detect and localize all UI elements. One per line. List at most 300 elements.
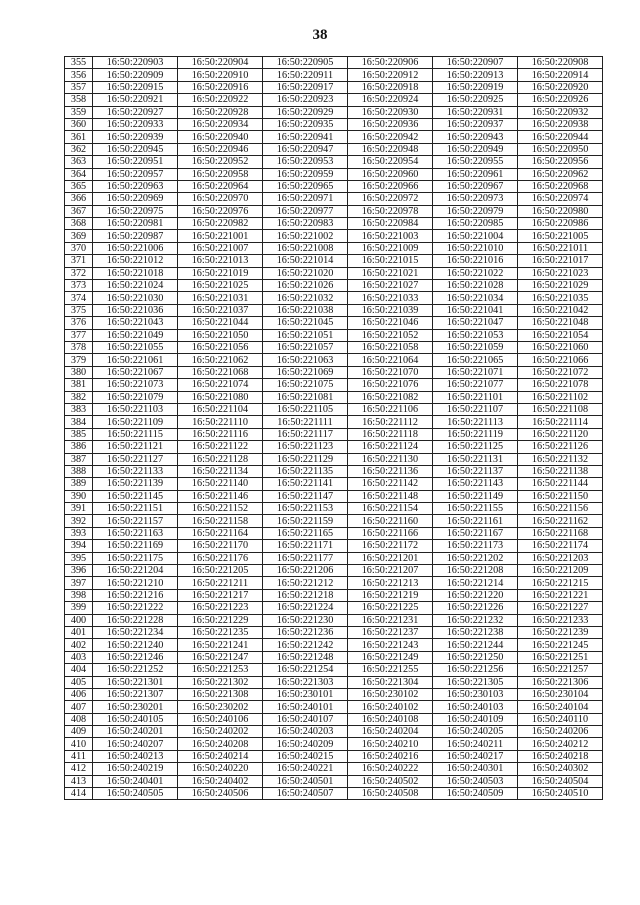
cadastral-number-cell: 16:50:220964 [178, 180, 263, 192]
cadastral-number-cell: 16:50:221216 [93, 589, 178, 601]
cadastral-number-cell: 16:50:240108 [348, 713, 433, 725]
cadastral-number-cell: 16:50:220938 [518, 118, 603, 130]
cadastral-number-cell: 16:50:221082 [348, 391, 433, 403]
cadastral-number-cell: 16:50:221001 [178, 230, 263, 242]
cadastral-number-cell: 16:50:221033 [348, 292, 433, 304]
row-number-cell: 363 [65, 156, 93, 168]
cadastral-number-cell: 16:50:221034 [433, 292, 518, 304]
cadastral-number-cell: 16:50:220910 [178, 69, 263, 81]
cadastral-number-cell: 16:50:230202 [178, 701, 263, 713]
cadastral-number-cell: 16:50:221134 [178, 465, 263, 477]
cadastral-number-cell: 16:50:221218 [263, 589, 348, 601]
row-number-cell: 398 [65, 589, 93, 601]
row-number-cell: 395 [65, 552, 93, 564]
cadastral-number-cell: 16:50:240220 [178, 763, 263, 775]
cadastral-number-cell: 16:50:221041 [433, 304, 518, 316]
cadastral-number-cell: 16:50:221247 [178, 651, 263, 663]
table-row [65, 69, 603, 81]
cadastral-number-cell: 16:50:220903 [93, 57, 178, 69]
table-row [65, 713, 603, 725]
cadastral-number-cell: 16:50:221150 [518, 490, 603, 502]
cadastral-number-cell: 16:50:221256 [433, 664, 518, 676]
row-number-cell: 362 [65, 143, 93, 155]
cadastral-number-cell: 16:50:220955 [433, 156, 518, 168]
cadastral-number-cell: 16:50:221204 [93, 565, 178, 577]
cadastral-number-cell: 16:50:221003 [348, 230, 433, 242]
row-number-cell: 365 [65, 180, 93, 192]
row-number-cell: 369 [65, 230, 93, 242]
cadastral-number-cell: 16:50:220905 [263, 57, 348, 69]
row-number-cell: 376 [65, 317, 93, 329]
cadastral-number-cell: 16:50:240102 [348, 701, 433, 713]
cadastral-number-cell: 16:50:221027 [348, 280, 433, 292]
cadastral-number-cell: 16:50:240506 [178, 788, 263, 800]
row-number-cell: 368 [65, 218, 93, 230]
row-number-cell: 404 [65, 664, 93, 676]
cadastral-number-cell: 16:50:220927 [93, 106, 178, 118]
cadastral-number-cell: 16:50:221062 [178, 354, 263, 366]
cadastral-number-cell: 16:50:220962 [518, 168, 603, 180]
cadastral-number-cell: 16:50:230102 [348, 688, 433, 700]
cadastral-number-cell: 16:50:240504 [518, 775, 603, 787]
cadastral-number-cell: 16:50:221063 [263, 354, 348, 366]
cadastral-number-cell: 16:50:240216 [348, 750, 433, 762]
cadastral-number-cell: 16:50:220915 [93, 81, 178, 93]
cadastral-number-cell: 16:50:240221 [263, 763, 348, 775]
cadastral-number-cell: 16:50:221117 [263, 428, 348, 440]
table-row [65, 441, 603, 453]
cadastral-number-cell: 16:50:221051 [263, 329, 348, 341]
table-body [65, 57, 603, 800]
cadastral-number-cell: 16:50:240109 [433, 713, 518, 725]
row-number-cell: 388 [65, 465, 93, 477]
cadastral-number-cell: 16:50:240205 [433, 726, 518, 738]
row-number-cell: 380 [65, 366, 93, 378]
cadastral-number-cell: 16:50:240213 [93, 750, 178, 762]
table-row [65, 57, 603, 69]
table-row [65, 602, 603, 614]
cadastral-number-cell: 16:50:220914 [518, 69, 603, 81]
cadastral-number-cell: 16:50:221208 [433, 565, 518, 577]
cadastral-number-cell: 16:50:221217 [178, 589, 263, 601]
cadastral-number-cell: 16:50:221037 [178, 304, 263, 316]
cadastral-number-cell: 16:50:221236 [263, 626, 348, 638]
cadastral-number-cell: 16:50:221144 [518, 478, 603, 490]
table-row [65, 788, 603, 800]
table-row [65, 205, 603, 217]
cadastral-number-cell: 16:50:240203 [263, 726, 348, 738]
cadastral-number-cell: 16:50:240211 [433, 738, 518, 750]
cadastral-number-cell: 16:50:221168 [518, 527, 603, 539]
cadastral-number-cell: 16:50:220908 [518, 57, 603, 69]
cadastral-number-cell: 16:50:220982 [178, 218, 263, 230]
cadastral-number-cell: 16:50:220958 [178, 168, 263, 180]
cadastral-number-cell: 16:50:221165 [263, 527, 348, 539]
cadastral-number-cell: 16:50:221024 [93, 280, 178, 292]
cadastral-number-cell: 16:50:221250 [433, 651, 518, 663]
cadastral-number-cell: 16:50:221172 [348, 540, 433, 552]
cadastral-number-cell: 16:50:220961 [433, 168, 518, 180]
cadastral-number-cell: 16:50:221080 [178, 391, 263, 403]
row-number-cell: 384 [65, 416, 93, 428]
cadastral-number-cell: 16:50:220934 [178, 118, 263, 130]
row-number-cell: 382 [65, 391, 93, 403]
cadastral-number-cell: 16:50:221122 [178, 441, 263, 453]
cadastral-number-cell: 16:50:221239 [518, 626, 603, 638]
cadastral-number-cell: 16:50:221107 [433, 403, 518, 415]
cadastral-number-cell: 16:50:221166 [348, 527, 433, 539]
cadastral-number-cell: 16:50:220981 [93, 218, 178, 230]
table-row [65, 118, 603, 130]
cadastral-number-cell: 16:50:221153 [263, 503, 348, 515]
table-row [65, 565, 603, 577]
row-number-cell: 371 [65, 255, 93, 267]
cadastral-number-cell: 16:50:220946 [178, 143, 263, 155]
row-number-cell: 403 [65, 651, 93, 663]
cadastral-number-cell: 16:50:221073 [93, 379, 178, 391]
cadastral-number-cell: 16:50:221142 [348, 478, 433, 490]
cadastral-number-cell: 16:50:221010 [433, 242, 518, 254]
cadastral-number-cell: 16:50:221044 [178, 317, 263, 329]
cadastral-number-cell: 16:50:220970 [178, 193, 263, 205]
cadastral-number-cell: 16:50:240501 [263, 775, 348, 787]
cadastral-number-cell: 16:50:221162 [518, 515, 603, 527]
cadastral-number-cell: 16:50:240402 [178, 775, 263, 787]
row-number-cell: 400 [65, 614, 93, 626]
cadastral-number-cell: 16:50:221176 [178, 552, 263, 564]
cadastral-number-cell: 16:50:221151 [93, 503, 178, 515]
cadastral-number-cell: 16:50:221159 [263, 515, 348, 527]
cadastral-number-cell: 16:50:240105 [93, 713, 178, 725]
cadastral-number-cell: 16:50:221139 [93, 478, 178, 490]
cadastral-number-cell: 16:50:240503 [433, 775, 518, 787]
row-number-cell: 355 [65, 57, 93, 69]
cadastral-number-cell: 16:50:220912 [348, 69, 433, 81]
cadastral-number-cell: 16:50:221228 [93, 614, 178, 626]
table-row [65, 131, 603, 143]
cadastral-number-cell: 16:50:221226 [433, 602, 518, 614]
cadastral-number-cell: 16:50:221161 [433, 515, 518, 527]
table-row [65, 391, 603, 403]
cadastral-number-cell: 16:50:220939 [93, 131, 178, 143]
table-row [65, 589, 603, 601]
cadastral-number-cell: 16:50:221257 [518, 664, 603, 676]
row-number-cell: 397 [65, 577, 93, 589]
cadastral-number-cell: 16:50:220947 [263, 143, 348, 155]
table-row [65, 775, 603, 787]
row-number-cell: 407 [65, 701, 93, 713]
cadastral-number-cell: 16:50:240507 [263, 788, 348, 800]
cadastral-number-cell: 16:50:240214 [178, 750, 263, 762]
cadastral-number-cell: 16:50:221102 [518, 391, 603, 403]
cadastral-number-cell: 16:50:221240 [93, 639, 178, 651]
cadastral-number-cell: 16:50:221060 [518, 341, 603, 353]
row-number-cell: 379 [65, 354, 93, 366]
cadastral-number-cell: 16:50:220977 [263, 205, 348, 217]
cadastral-number-cell: 16:50:240505 [93, 788, 178, 800]
cadastral-number-cell: 16:50:220925 [433, 94, 518, 106]
table-row [65, 639, 603, 651]
cadastral-number-cell: 16:50:221143 [433, 478, 518, 490]
row-number-cell: 389 [65, 478, 93, 490]
cadastral-number-cell: 16:50:221036 [93, 304, 178, 316]
cadastral-number-cell: 16:50:220971 [263, 193, 348, 205]
row-number-cell: 391 [65, 503, 93, 515]
cadastral-number-cell: 16:50:221059 [433, 341, 518, 353]
cadastral-number-cell: 16:50:221029 [518, 280, 603, 292]
cadastral-number-cell: 16:50:230103 [433, 688, 518, 700]
table-row [65, 490, 603, 502]
cadastral-number-cell: 16:50:221146 [178, 490, 263, 502]
cadastral-number-cell: 16:50:220948 [348, 143, 433, 155]
row-number-cell: 387 [65, 453, 93, 465]
cadastral-number-cell: 16:50:221111 [263, 416, 348, 428]
cadastral-number-cell: 16:50:221050 [178, 329, 263, 341]
cadastral-number-cell: 16:50:240201 [93, 726, 178, 738]
cadastral-number-cell: 16:50:221019 [178, 267, 263, 279]
table-row [65, 242, 603, 254]
cadastral-number-cell: 16:50:221048 [518, 317, 603, 329]
cadastral-number-cell: 16:50:220930 [348, 106, 433, 118]
cadastral-number-cell: 16:50:221304 [348, 676, 433, 688]
cadastral-number-cell: 16:50:221234 [93, 626, 178, 638]
cadastral-number-cell: 16:50:221132 [518, 453, 603, 465]
cadastral-number-cell: 16:50:240212 [518, 738, 603, 750]
cadastral-number-cell: 16:50:221175 [93, 552, 178, 564]
table-row [65, 701, 603, 713]
cadastral-number-cell: 16:50:221130 [348, 453, 433, 465]
cadastral-number-cell: 16:50:221136 [348, 465, 433, 477]
cadastral-number-cell: 16:50:221137 [433, 465, 518, 477]
cadastral-number-cell: 16:50:221030 [93, 292, 178, 304]
cadastral-number-cell: 16:50:221031 [178, 292, 263, 304]
cadastral-number-cell: 16:50:221076 [348, 379, 433, 391]
cadastral-number-cell: 16:50:220986 [518, 218, 603, 230]
cadastral-number-cell: 16:50:221011 [518, 242, 603, 254]
cadastral-number-cell: 16:50:221028 [433, 280, 518, 292]
cadastral-number-cell: 16:50:240101 [263, 701, 348, 713]
cadastral-number-cell: 16:50:221160 [348, 515, 433, 527]
cadastral-number-cell: 16:50:221025 [178, 280, 263, 292]
table-row [65, 527, 603, 539]
table-row [65, 379, 603, 391]
cadastral-number-cell: 16:50:221212 [263, 577, 348, 589]
cadastral-number-cell: 16:50:220967 [433, 180, 518, 192]
cadastral-number-cell: 16:50:220933 [93, 118, 178, 130]
row-number-cell: 406 [65, 688, 93, 700]
cadastral-number-cell: 16:50:220945 [93, 143, 178, 155]
cadastral-number-cell: 16:50:240508 [348, 788, 433, 800]
row-number-cell: 393 [65, 527, 93, 539]
table-row [65, 577, 603, 589]
table-row [65, 180, 603, 192]
cadastral-number-cell: 16:50:221209 [518, 565, 603, 577]
cadastral-number-cell: 16:50:221307 [93, 688, 178, 700]
table-row [65, 453, 603, 465]
table-row [65, 428, 603, 440]
row-number-cell: 414 [65, 788, 93, 800]
cadastral-number-cell: 16:50:220926 [518, 94, 603, 106]
cadastral-number-cell: 16:50:221124 [348, 441, 433, 453]
row-number-cell: 413 [65, 775, 93, 787]
cadastral-number-cell: 16:50:221045 [263, 317, 348, 329]
cadastral-number-cell: 16:50:221252 [93, 664, 178, 676]
row-number-cell: 405 [65, 676, 93, 688]
table-row [65, 168, 603, 180]
row-number-cell: 402 [65, 639, 93, 651]
cadastral-number-cell: 16:50:220965 [263, 180, 348, 192]
row-number-cell: 412 [65, 763, 93, 775]
row-number-cell: 399 [65, 602, 93, 614]
cadastral-number-cell: 16:50:221225 [348, 602, 433, 614]
row-number-cell: 409 [65, 726, 93, 738]
cadastral-number-cell: 16:50:221244 [433, 639, 518, 651]
cadastral-number-cell: 16:50:220956 [518, 156, 603, 168]
cadastral-number-cell: 16:50:240401 [93, 775, 178, 787]
cadastral-number-cell: 16:50:221119 [433, 428, 518, 440]
cadastral-number-cell: 16:50:220922 [178, 94, 263, 106]
cadastral-number-cell: 16:50:220969 [93, 193, 178, 205]
cadastral-number-cell: 16:50:221112 [348, 416, 433, 428]
cadastral-number-cell: 16:50:221101 [433, 391, 518, 403]
cadastral-number-cell: 16:50:221219 [348, 589, 433, 601]
table-row [65, 403, 603, 415]
cadastral-number-cell: 16:50:221251 [518, 651, 603, 663]
cadastral-number-cell: 16:50:221230 [263, 614, 348, 626]
cadastral-number-cell: 16:50:240202 [178, 726, 263, 738]
cadastral-number-cell: 16:50:221103 [93, 403, 178, 415]
table-row [65, 416, 603, 428]
table-row [65, 763, 603, 775]
cadastral-number-cell: 16:50:220952 [178, 156, 263, 168]
cadastral-number-cell: 16:50:220909 [93, 69, 178, 81]
cadastral-number-cell: 16:50:230104 [518, 688, 603, 700]
cadastral-number-cell: 16:50:221066 [518, 354, 603, 366]
cadastral-number-cell: 16:50:221254 [263, 664, 348, 676]
cadastral-number-cell: 16:50:221201 [348, 552, 433, 564]
cadastral-number-cell: 16:50:221065 [433, 354, 518, 366]
cadastral-number-cell: 16:50:240217 [433, 750, 518, 762]
table-row [65, 614, 603, 626]
cadastral-number-cell: 16:50:221023 [518, 267, 603, 279]
cadastral-number-cell: 16:50:221169 [93, 540, 178, 552]
table-row [65, 552, 603, 564]
cadastral-number-cell: 16:50:220974 [518, 193, 603, 205]
cadastral-number-cell: 16:50:220918 [348, 81, 433, 93]
cadastral-number-cell: 16:50:220963 [93, 180, 178, 192]
cadastral-number-cell: 16:50:220944 [518, 131, 603, 143]
cadastral-number-cell: 16:50:221121 [93, 441, 178, 453]
cadastral-number-cell: 16:50:221170 [178, 540, 263, 552]
cadastral-number-cell: 16:50:240209 [263, 738, 348, 750]
cadastral-number-cell: 16:50:221306 [518, 676, 603, 688]
cadastral-number-cell: 16:50:221255 [348, 664, 433, 676]
row-number-cell: 374 [65, 292, 93, 304]
cadastral-number-cell: 16:50:221253 [178, 664, 263, 676]
cadastral-number-cell: 16:50:221241 [178, 639, 263, 651]
cadastral-number-cell: 16:50:221147 [263, 490, 348, 502]
cadastral-number-cell: 16:50:221210 [93, 577, 178, 589]
cadastral-number-cell: 16:50:220913 [433, 69, 518, 81]
cadastral-number-cell: 16:50:221145 [93, 490, 178, 502]
table-row [65, 218, 603, 230]
cadastral-number-cell: 16:50:221158 [178, 515, 263, 527]
cadastral-number-cell: 16:50:221105 [263, 403, 348, 415]
table-row [65, 230, 603, 242]
cadastral-number-cell: 16:50:221009 [348, 242, 433, 254]
cadastral-number-cell: 16:50:220983 [263, 218, 348, 230]
cadastral-number-cell: 16:50:220924 [348, 94, 433, 106]
cadastral-number-cell: 16:50:221164 [178, 527, 263, 539]
cadastral-number-cell: 16:50:221079 [93, 391, 178, 403]
cadastral-number-cell: 16:50:221246 [93, 651, 178, 663]
cadastral-number-cell: 16:50:220949 [433, 143, 518, 155]
cadastral-number-cell: 16:50:220911 [263, 69, 348, 81]
cadastral-number-cell: 16:50:221052 [348, 329, 433, 341]
table-row [65, 726, 603, 738]
cadastral-number-cell: 16:50:221149 [433, 490, 518, 502]
cadastral-number-cell: 16:50:221238 [433, 626, 518, 638]
cadastral-number-cell: 16:50:240204 [348, 726, 433, 738]
cadastral-number-cell: 16:50:221077 [433, 379, 518, 391]
cadastral-number-cell: 16:50:221245 [518, 639, 603, 651]
row-number-cell: 373 [65, 280, 93, 292]
cadastral-number-cell: 16:50:221163 [93, 527, 178, 539]
cadastral-number-cell: 16:50:221220 [433, 589, 518, 601]
row-number-cell: 392 [65, 515, 93, 527]
cadastral-number-cell: 16:50:220920 [518, 81, 603, 93]
cadastral-number-cell: 16:50:221248 [263, 651, 348, 663]
cadastral-number-cell: 16:50:221057 [263, 341, 348, 353]
cadastral-number-cell: 16:50:221016 [433, 255, 518, 267]
cadastral-number-cell: 16:50:220923 [263, 94, 348, 106]
cadastral-number-cell: 16:50:221221 [518, 589, 603, 601]
cadastral-number-cell: 16:50:221061 [93, 354, 178, 366]
cadastral-number-cell: 16:50:221012 [93, 255, 178, 267]
cadastral-number-cell: 16:50:221018 [93, 267, 178, 279]
cadastral-number-cell: 16:50:221202 [433, 552, 518, 564]
table-row [65, 626, 603, 638]
cadastral-number-cell: 16:50:221229 [178, 614, 263, 626]
table-row [65, 317, 603, 329]
table-row [65, 106, 603, 118]
cadastral-number-cell: 16:50:221007 [178, 242, 263, 254]
cadastral-number-cell: 16:50:221006 [93, 242, 178, 254]
cadastral-number-cell: 16:50:221128 [178, 453, 263, 465]
cadastral-number-cell: 16:50:221072 [518, 366, 603, 378]
row-number-cell: 372 [65, 267, 93, 279]
cadastral-number-cell: 16:50:240107 [263, 713, 348, 725]
row-number-cell: 408 [65, 713, 93, 725]
cadastral-number-cell: 16:50:221125 [433, 441, 518, 453]
row-number-cell: 356 [65, 69, 93, 81]
row-number-cell: 378 [65, 341, 93, 353]
row-number-cell: 377 [65, 329, 93, 341]
cadastral-number-cell: 16:50:221064 [348, 354, 433, 366]
table-row [65, 738, 603, 750]
cadastral-number-cell: 16:50:221305 [433, 676, 518, 688]
cadastral-number-cell: 16:50:220960 [348, 168, 433, 180]
cadastral-number-cell: 16:50:221233 [518, 614, 603, 626]
cadastral-number-cell: 16:50:220985 [433, 218, 518, 230]
cadastral-number-cell: 16:50:221232 [433, 614, 518, 626]
cadastral-number-cell: 16:50:221152 [178, 503, 263, 515]
page-number: 38 [312, 27, 328, 43]
cadastral-number-cell: 16:50:221243 [348, 639, 433, 651]
cadastral-number-cell: 16:50:221046 [348, 317, 433, 329]
cadastral-number-cell: 16:50:220940 [178, 131, 263, 143]
cadastral-number-cell: 16:50:221021 [348, 267, 433, 279]
